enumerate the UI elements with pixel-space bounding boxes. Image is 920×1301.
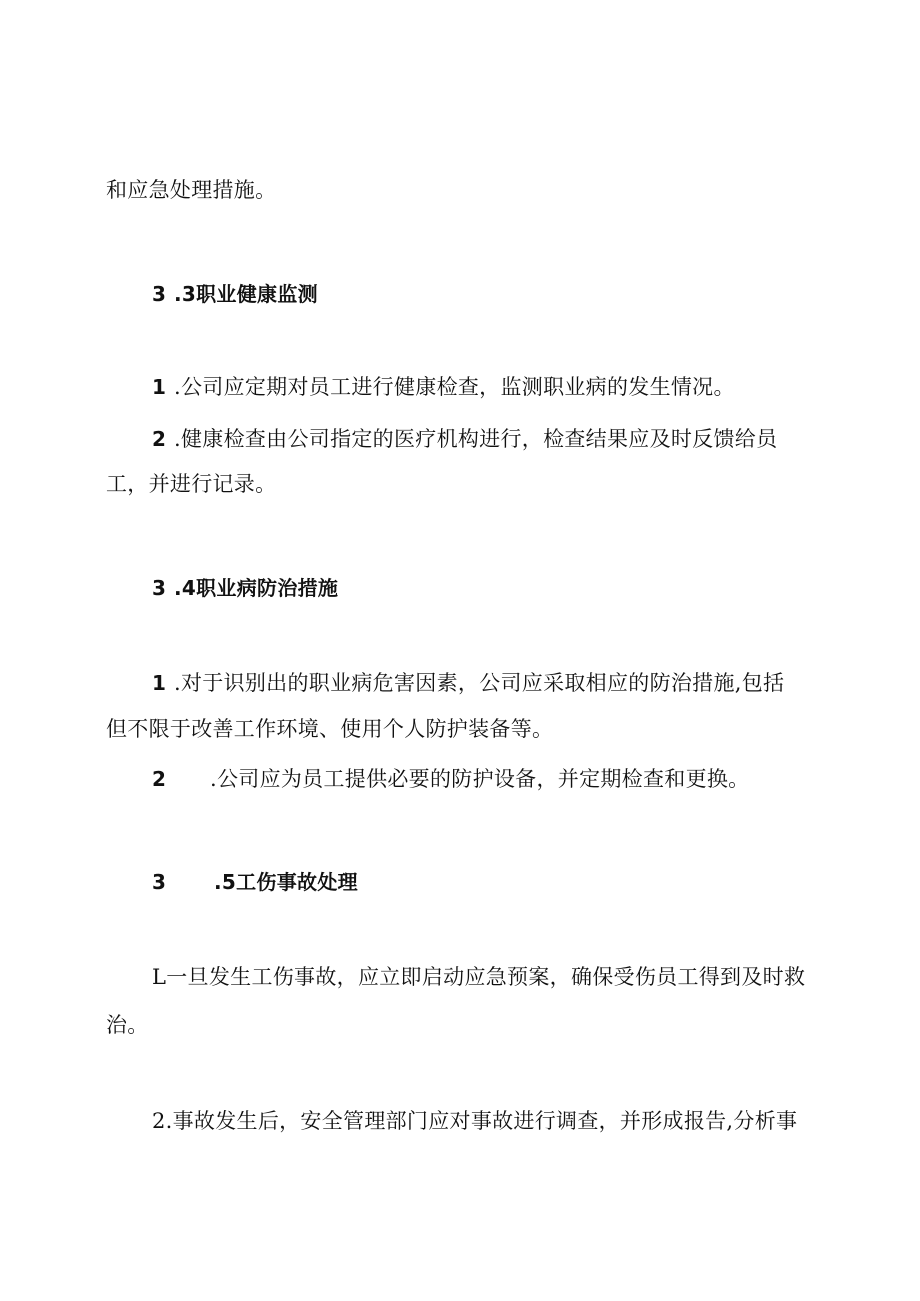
item-text: .公司应定期对员工进行健康检查，监测职业病的发生情况。	[174, 375, 735, 399]
section-number: 3	[152, 576, 167, 600]
list-item-3-5-1	[152, 963, 805, 991]
list-item-3-4-1-continuation	[106, 715, 553, 743]
item-text: .公司应为员工提供必要的防护设备，并定期检查和更换。	[210, 767, 750, 791]
section-heading-3-3	[152, 280, 318, 308]
section-title: .3职业健康监测	[174, 282, 318, 306]
item-text: 治。	[106, 1013, 149, 1037]
section-heading-3-4	[152, 574, 338, 602]
item-text: 工，并进行记录。	[106, 472, 277, 496]
section-number: 3	[152, 282, 167, 306]
item-text: 但不限于改善工作环境、使用个人防护装备等。	[106, 717, 554, 741]
item-number: 2	[152, 767, 167, 791]
list-item-3-3-1	[152, 373, 735, 401]
list-item-3-5-1-continuation	[106, 1011, 149, 1039]
section-title: .4职业病防治措施	[174, 576, 339, 600]
item-number: 1	[152, 375, 167, 399]
item-text: L一旦发生工伤事故，应立即启动应急预案，确保受伤员工得到及时救	[152, 965, 806, 989]
item-text: .健康检查由公司指定的医疗机构进行，检查结果应及时反馈给员	[174, 427, 778, 451]
list-item-3-3-2-continuation	[106, 470, 276, 498]
item-text: .对于识别出的职业病危害因素，公司应采取相应的防治措施,包括	[174, 671, 785, 695]
item-text: 2.事故发生后，安全管理部门应对事故进行调查，并形成报告,分析事	[152, 1109, 798, 1133]
section-heading-3-5	[152, 868, 358, 896]
list-item-3-4-2	[152, 765, 749, 793]
list-item-3-4-1	[152, 669, 784, 697]
section-title: .5工伤事故处理	[214, 870, 358, 894]
list-item-3-3-2	[152, 425, 777, 453]
item-number: 2	[152, 427, 167, 451]
section-number: 3	[152, 870, 167, 894]
paragraph-text: 和应急处理措施。	[106, 178, 277, 202]
item-number: 1	[152, 671, 167, 695]
list-item-3-5-2	[152, 1107, 797, 1135]
paragraph-continuation	[106, 176, 276, 204]
